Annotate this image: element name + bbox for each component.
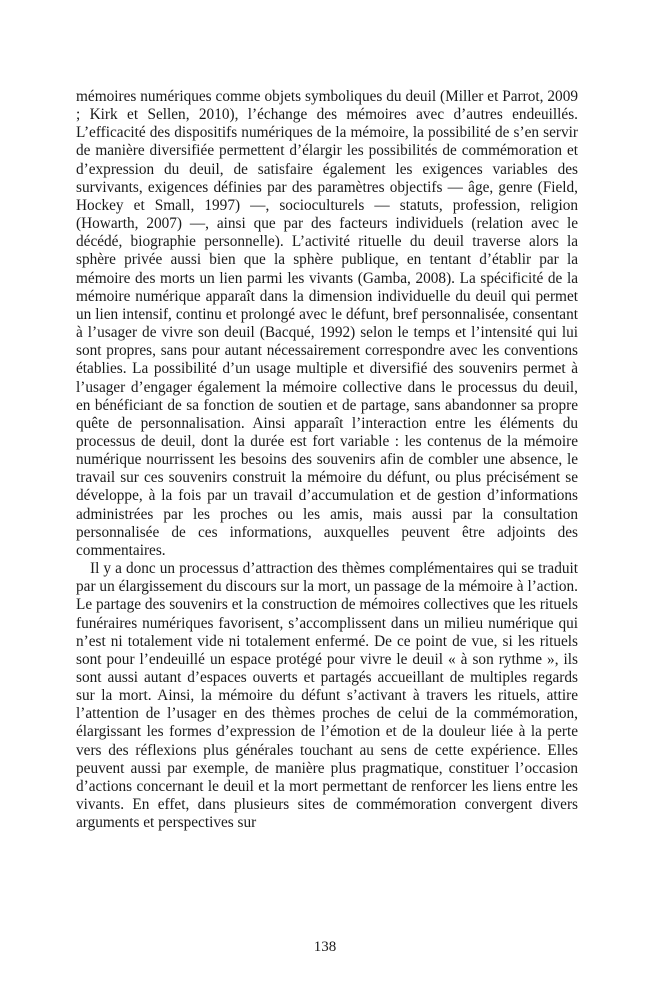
- page-number: 138: [313, 939, 337, 955]
- paragraph-1: mémoires numériques comme objets symboliques du deuil (Miller et Parrot, 2009 ; Kirk et Sellen, 2010), l’échange des mémoires avec d’autres endeuillés. L’efficacité des dispositifs numériques de la mémoire, la possibilité de s’en servir de manière diversifiée permettent d’élargir les possibilités de commémoration et d’expression du deuil, de satisfaire également les exigences variables des survivants, exigences définies par des paramètres objectifs — âge, genre (Field, Hockey et Small, 1997) —, socioculturels — statuts, profession, religion (Howarth, 2007) —, ainsi que par des facteurs individuels (relation avec le décédé, biographie personnelle). L’activité rituelle du deuil traverse alors la sphère privée aussi bien que la sphère publique, en tentant d’établir par la mémoire des morts un lien parmi les vivants (Gamba, 2008). La spécificité de la mémoire numérique apparaît dans la dimension individuelle du deuil qui permet un lien intensif, continu et prolongé avec le défunt, bref personnalisée, consentant à l’usager de vivre son deuil (Bacqué, 1992) selon le temps et l’intensité qui lui sont propres, sans pour autant nécessairement correspondre avec les conventions établies. La possibilité d’un usage multiple et diversifié des souvenirs permet à l’usager d’engager également la mémoire collective dans le processus du deuil, en bénéficiant de sa fonction de soutien et de partage, sans abandonner sa propre quête de personnalisation. Ainsi apparaît l’interaction entre les éléments du processus de deuil, dont la durée est fort variable : les contenus de la mémoire numérique nourrissent les besoins des souvenirs afin de combler une absence, le travail sur ces souvenirs construit la mémoire du défunt, ou plus précisément se développe, à la fois par un travail d’accumulation et de gestion d’informations administrées par les proches ou les amis, mais aussi par la consultation personnalisée de ces informations, auxquelles peuvent être adjoints des commentaires.: [76, 88, 578, 559]
- page-body: [76, 88, 578, 832]
- paragraph-2: Il y a donc un processus d’attraction des thèmes complémentaires qui se traduit par un élargissement du discours sur la mort, un passage de la mémoire à l’action. Le partage des souvenirs et la construction de mémoires collectives que les rituels funéraires numériques favorisent, s’accomplissent dans un milieu numérique qui n’est ni totalement vide ni totalement enfermé. De ce point de vue, si les rituels sont pour l’endeuillé un espace protégé pour vivre le deuil « à son rythme », ils sont aussi autant d’espaces ouverts et partagés accueillant de multiples regards sur la mort. Ainsi, la mémoire du défunt s’activant à travers les rituels, attire l’attention de l’usager en des thèmes proches de celui de la commémoration, élargissant les formes d’expression de l’émotion et de la douleur liée à la perte vers des réflexions plus générales touchant au sens de cette expérience. Elles peuvent aussi par exemple, de manière plus pragmatique, constituer l’occasion d’actions concernant le deuil et la mort permettant de renforcer les liens entre les vivants. En effet, dans plusieurs sites de commémoration convergent divers arguments et perspectives sur: [76, 560, 578, 832]
